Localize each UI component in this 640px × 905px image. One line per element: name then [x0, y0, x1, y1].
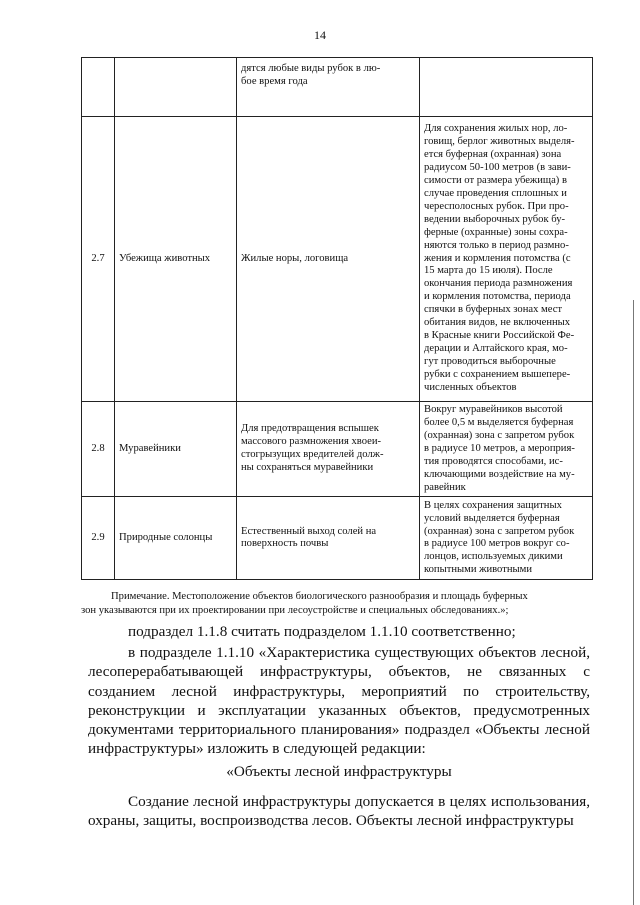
section-heading: «Объекты лесной инфраструктуры: [226, 763, 452, 780]
paragraph: подраздел 1.1.8 считать подразделом 1.1.10 соответственно;: [128, 623, 516, 640]
paragraph: в подразделе 1.1.10 «Характеристика существующих объектов лесной, лесоперерабатывающей инфраструктуры, объектов, не связанных с созданием лесной инфраструктуры, мероприятий по строительству, реконструкции и эксплуатации указанных объектов, предусмотренных документами территориального планирования» подраздел «Объекты лесной инфраструктуры» изложить в следующей редакции:: [88, 644, 590, 758]
object-description: [237, 497, 420, 580]
page-number: 14: [314, 28, 326, 42]
table-row: [82, 497, 593, 580]
cell-text: Для предотвращения вспышек массового размножения хвоеи- стогрызущих вредителей долж- ны сохраняться муравейники: [241, 423, 384, 474]
protection-rule: [420, 402, 593, 497]
cell-text: дятся любые виды рубок в лю- бое время года: [241, 63, 381, 87]
cell-text: Естественный выход солей на поверхность почвы: [241, 525, 377, 550]
protection-rule: [420, 497, 593, 580]
protection-rule: [420, 58, 593, 117]
table-row: [82, 58, 593, 117]
row-number: 2.9: [82, 497, 115, 580]
object-name: [115, 58, 237, 117]
cell-text: В целях сохранения защитных условий выделяется буферная (охранная) зона с запретом рубок в радиусе 100 метров вокруг со- лонцов, используемых дикими копытными животными: [424, 499, 575, 576]
table-row: [82, 402, 593, 497]
row-number: [82, 58, 115, 117]
table-note: [81, 590, 590, 618]
object-name: Муравейники: [115, 402, 237, 497]
row-number: 2.8: [82, 402, 115, 497]
table-row: [82, 117, 593, 402]
scan-edge-line: [633, 300, 634, 905]
row-number: 2.7: [82, 117, 115, 402]
note-line: Примечание. Местоположение объектов биологического разнообразия и площадь буферных: [111, 591, 528, 602]
object-name: Убежища животных: [115, 117, 237, 402]
object-name: Природные солонцы: [115, 497, 237, 580]
protection-rule: [420, 117, 593, 402]
biodiversity-table: [81, 57, 593, 580]
object-description: [237, 402, 420, 497]
paragraph: Создание лесной инфраструктуры допускается в целях использования, охраны, защиты, воспроизводства лесов. Объекты лесной инфраструктуры: [88, 793, 590, 830]
cell-text: Жилые норы, логовища: [241, 252, 349, 264]
cell-text: Вокруг муравейников высотой более 0,5 м выделяется буферная (охранная) зона с запретом рубок в радиусе 10 метров, а мероприя- тия проводятся способами, ис- ключающими воздействие на му- равейник: [424, 404, 575, 493]
cell-text: Для сохранения жилых нор, ло- говищ, берлог животных выделя- ется буферная (охранная) зона радиусом 50-100 метров (в зави- симости от размера убежища) в случае проведения сплошных и чересполосных рубок. При про- ведении выборочных рубок бу- ферные (охранные) зоны сохра- няются только в период размно- жения и кормления потомства (с 15 марта до 15 июля). После окончания периода размножения и кормления потомства, периода спячки в буферных зонах мест обитания видов, не включенных в Красные книги Российской Фе- дерации и Алтайского края, мо- гут проводиться выборочные рубки с сохранением вышепере- численных объектов: [424, 123, 575, 393]
note-line: зон указываются при их проектировании при лесоустройстве и специальных обследованиях.»;: [81, 604, 509, 616]
object-description: [237, 117, 420, 402]
object-description: [237, 58, 420, 117]
